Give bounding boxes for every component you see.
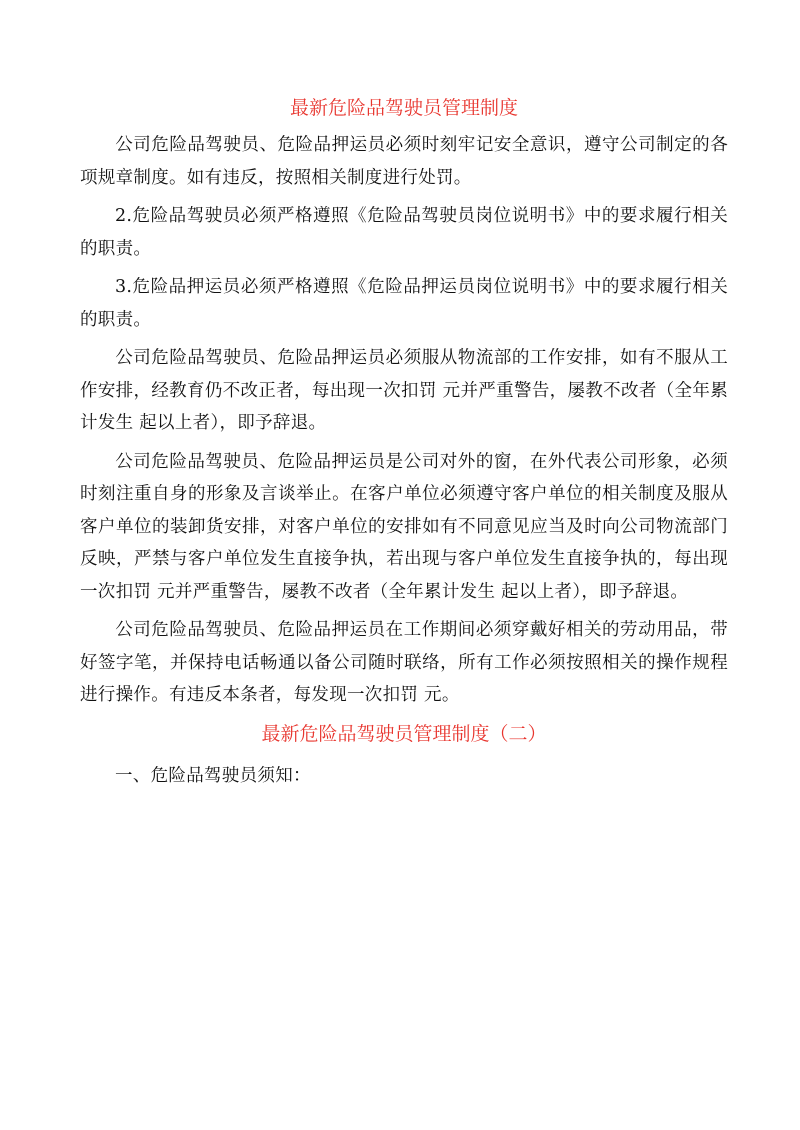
paragraph-6-text: 公司危险品驾驶员、危险品押运员在工作期间必须穿戴好相关的劳动用品，带好签字笔，并保持电话畅通以备公司随时联络，所有工作必须按照相关的操作规程进行操作。有违反本条者，每发现一次扣罚 元。: [80, 620, 728, 705]
paragraph-3-text: 3.危险品押运员必须严格遵照《危险品押运员岗位说明书》中的要求履行相关的职责。: [80, 277, 728, 330]
paragraph-2-text: 2.危险品驾驶员必须严格遵照《危险品驾驶员岗位说明书》中的要求履行相关的职责。: [80, 206, 728, 259]
section-heading-1: [80, 760, 728, 793]
paragraph-4-text: 公司危险品驾驶员、危险品押运员必须服从物流部的工作安排，如有不服从工作安排，经教育仍不改正者，每出现一次扣罚 元并严重警告，屡教不改者（全年累计发生 起以上者），即予辞退。: [80, 348, 728, 433]
paragraph-4: [80, 342, 728, 440]
paragraph-3: [80, 271, 728, 336]
paragraph-5: [80, 446, 728, 609]
paragraph-6: [80, 614, 728, 712]
section-heading-1-text: 一、危险品驾驶员须知：: [115, 765, 311, 786]
paragraph-2: [80, 200, 728, 265]
paragraph-5-text: 公司危险品驾驶员、危险品押运员是公司对外的窗，在外代表公司形象，必须时刻注重自身的形象及言谈举止。在客户单位必须遵守客户单位的相关制度及服从客户单位的装卸货安排，对客户单位的安排如有不同意见应当及时向公司物流部门反映，严禁与客户单位发生直接争执，若出现与客户单位发生直接争执的，每出现一次扣罚 元并严重警告，屡教不改者（全年累计发生 起以上者），即予辞退。: [80, 451, 728, 602]
document-title: 最新危险品驾驶员管理制度: [289, 97, 518, 119]
paragraph-1: [80, 129, 728, 194]
document-title-2: 最新危险品驾驶员管理制度（二）: [261, 722, 547, 745]
paragraph-1-text: 公司危险品驾驶员、危险品押运员必须时刻牢记安全意识，遵守公司制定的各项规章制度。如有违反，按照相关制度进行处罚。: [80, 135, 728, 188]
document-body: [80, 92, 728, 798]
